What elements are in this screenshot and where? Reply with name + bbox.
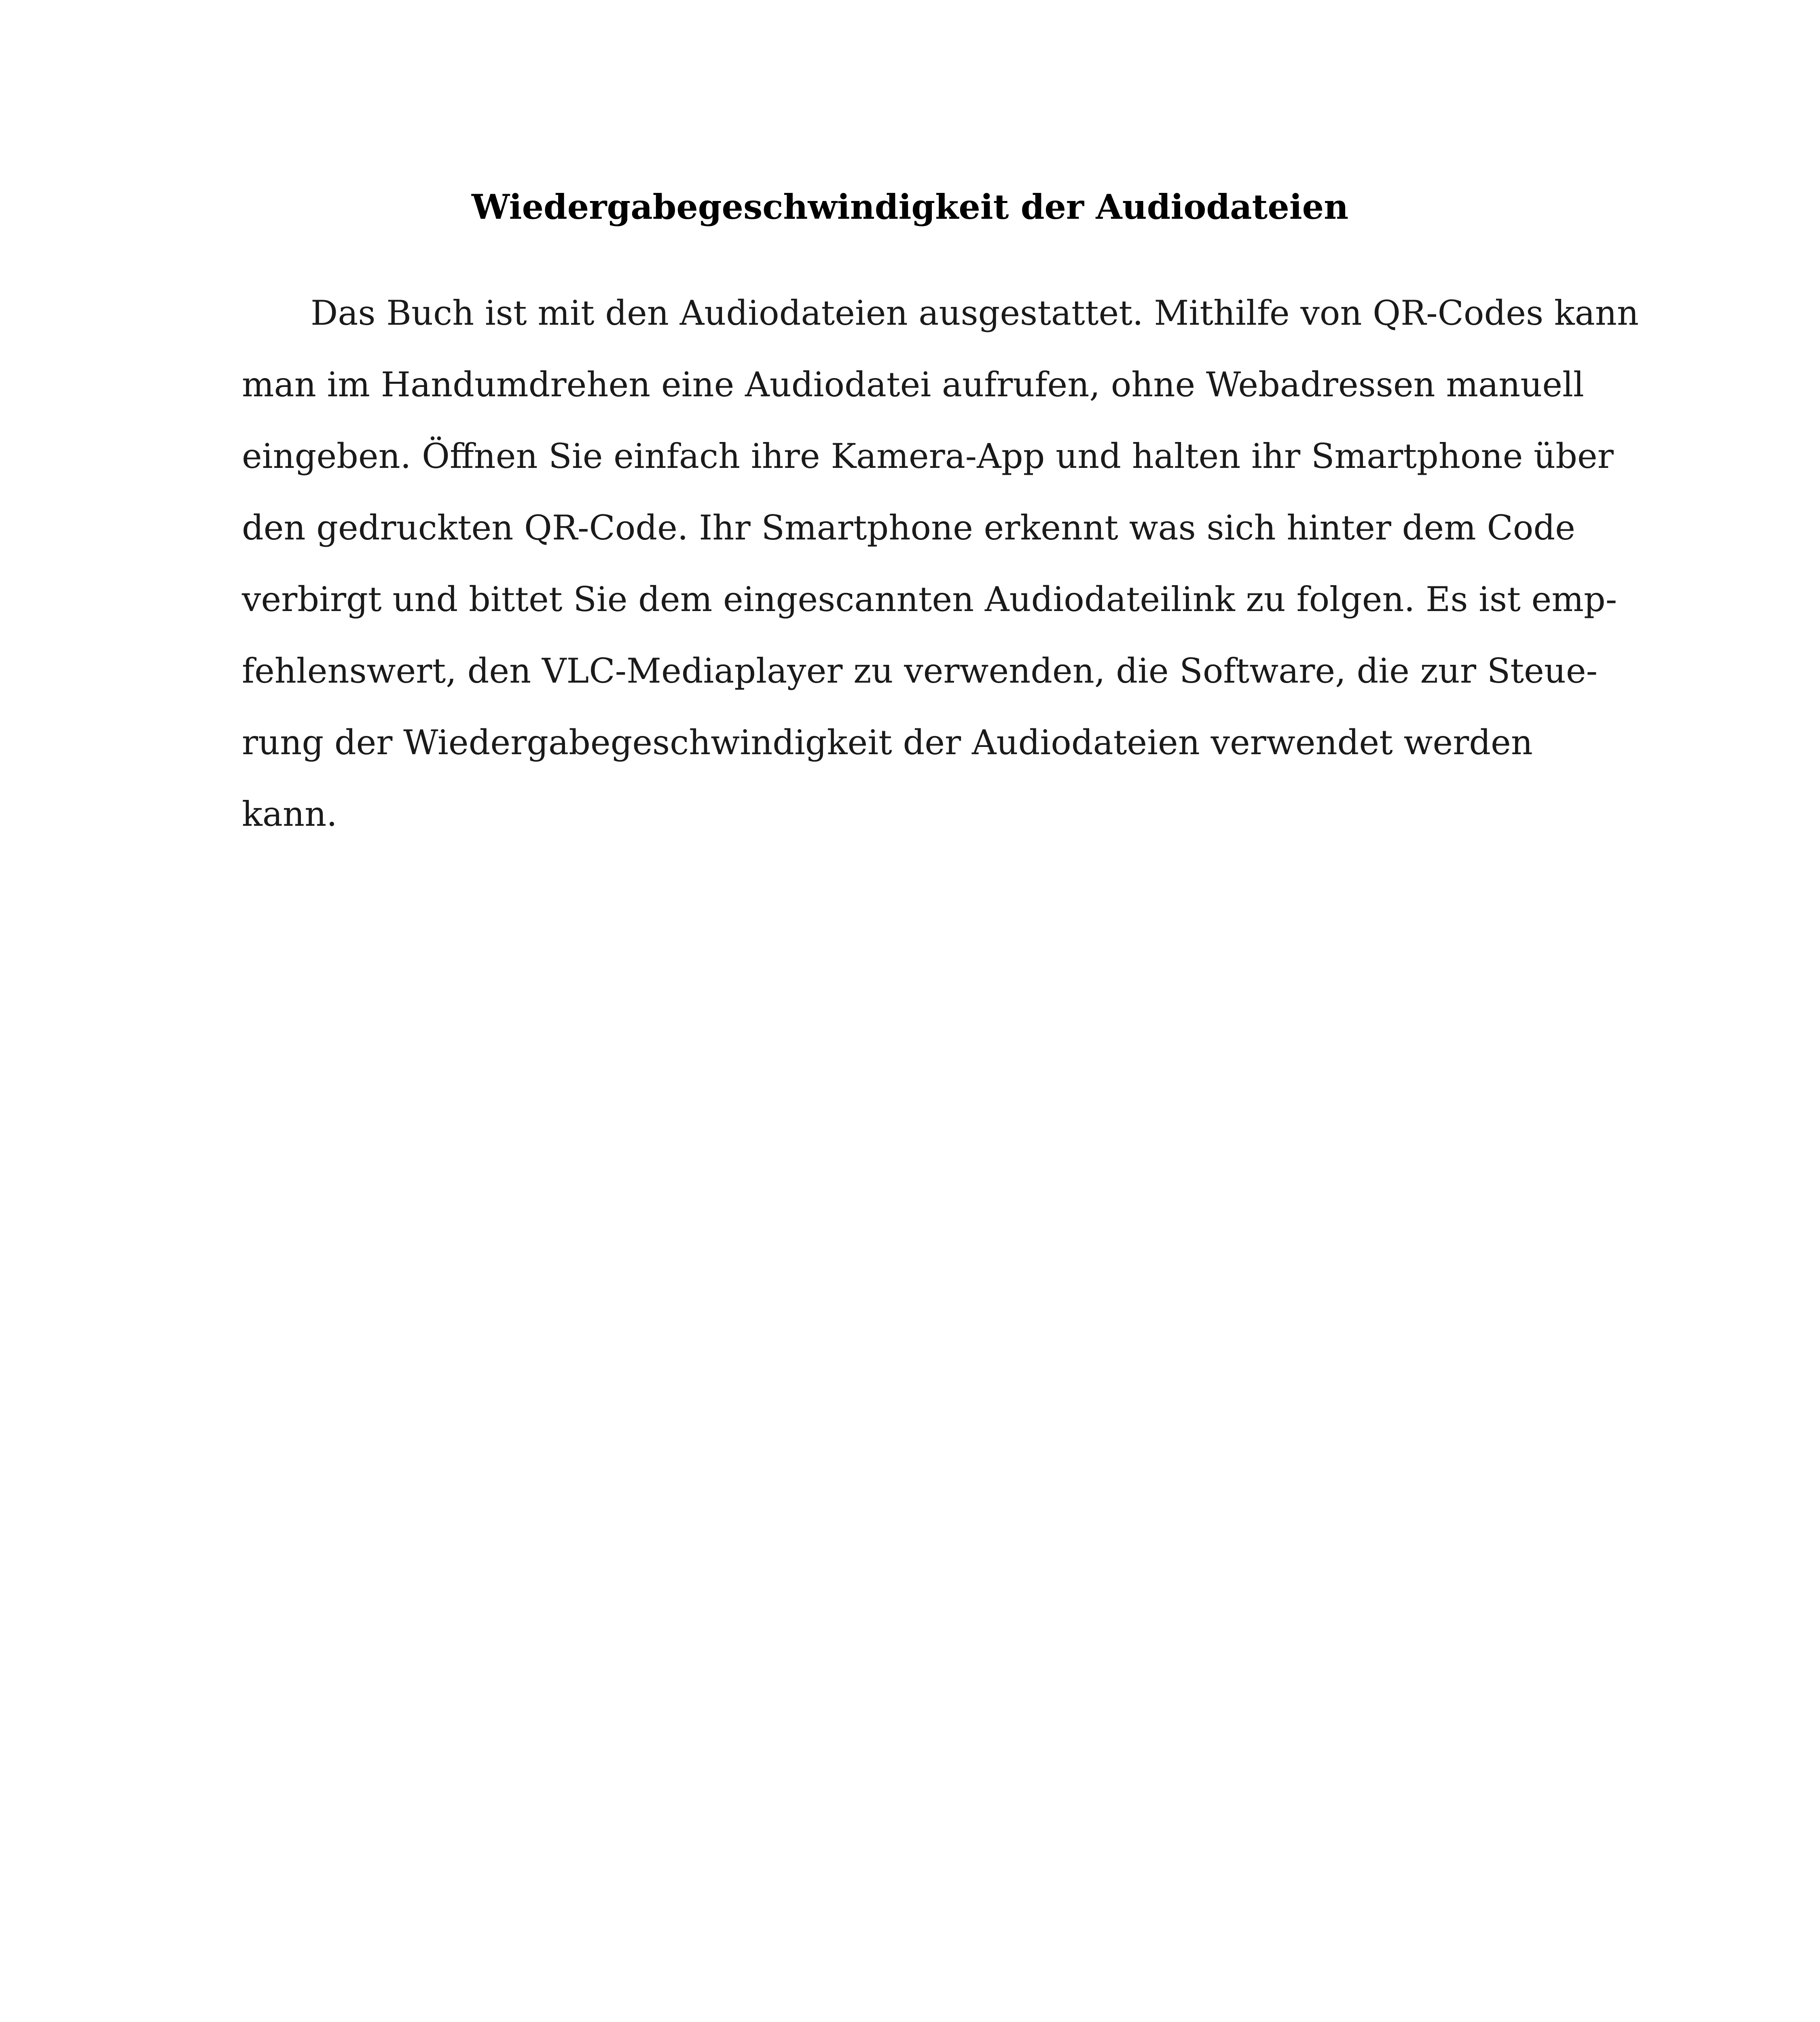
body-paragraph [242,277,1657,850]
paragraph-line: Das Buch ist mit den Audiodateien ausgestattet. Mithilfe von QR-Codes kann [311,293,1639,333]
paragraph-line: rung der Wiedergabegeschwindigkeit der Audiodateien verwendet werden [242,723,1533,762]
paragraph-line: den gedruckten QR-Code. Ihr Smartphone erkennt was sich hinter dem Code [242,508,1575,548]
paragraph-line: fehlenswert, den VLC-Mediaplayer zu verwenden, die Software, die zur Steue- [242,651,1598,691]
paragraph-line: verbirgt und bittet Sie dem eingescannten Audiodateilink zu folgen. Es ist emp- [242,580,1617,619]
section-heading: Wiedergabegeschwindigkeit der Audiodateien [471,187,1349,227]
paragraph-line: man im Handumdrehen eine Audiodatei aufrufen, ohne Webadressen manuell [242,365,1584,404]
paragraph-line: kann. [242,794,337,834]
paragraph-line: eingeben. Öffnen Sie einfach ihre Kamera-App und halten ihr Smartphone über [242,436,1614,476]
